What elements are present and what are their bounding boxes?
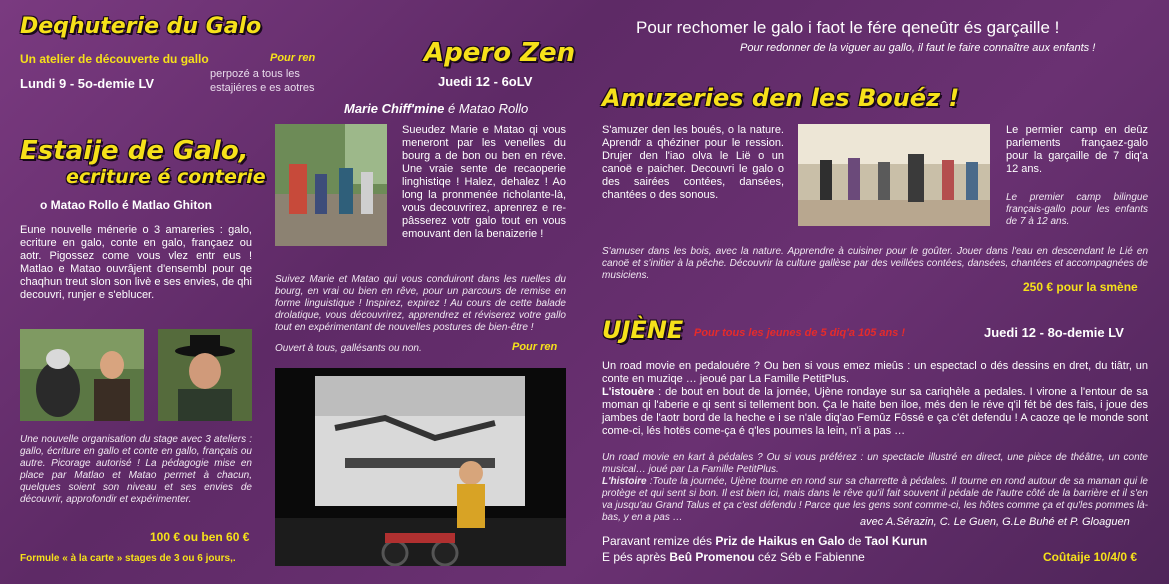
ujene-title: UJÈNE xyxy=(602,316,684,344)
ujene-body-label: L'istouère xyxy=(602,386,655,398)
estaije-formula: Formule « à la carte » stages de 3 ou 6 jours,. xyxy=(20,553,236,564)
estaije-title-1: Estaije de Galo, xyxy=(20,136,249,166)
ujene-body-intro: Un road movie en pedalouére ? Ou ben si vous emez mieûs : un espectacl o dés dessins en dret, du tiâtr, un conte en muziqe … jeoué par La Famille PetitPlus. xyxy=(602,360,1148,385)
ujene-fr-story: :Toute la journée, Ujène tourne en rond sur sa charrette à pédales. Il tourne en rond autour de sa maman qui le protège et qui sent si bon. Il est bien ici, mais dans le rêve qu'il fait souvent il pédale de l'autre côté de la barrière et il s'en va jusqu'au Grand Talus et ça c'est défendu ! Parce que les gens sont comme-ci, les hôtes comme ça et qu'les pommes là-bas, y en a pas … xyxy=(602,476,1148,523)
estaije-title-2: ecriture é conterie xyxy=(66,166,266,188)
ujene-credits-prefix: avec xyxy=(860,516,884,528)
estaije-authors: o Matao Rollo é Matlao Ghiton xyxy=(40,198,212,212)
ujene-footer-1 xyxy=(602,534,927,548)
right-header-2: Pour redonner de la viguer au gallo, il faut le faire connaître aux enfants ! xyxy=(740,42,1096,54)
amuzeries-side-text: Le permier camp en deûz parlements françaez-galo pour la garçaille de 7 diq'a 12 ans. xyxy=(1006,124,1148,175)
amuzeries-side-fr: Le premier camp bilingue français-gallo pour les enfants de 7 à 12 ans. xyxy=(1006,192,1148,227)
estaije-body: Eune nouvelle ménerie o 3 amareries : galo, ecriture en galo, conte en galo, françaez ou aotr. Pigossez come vous vlez entr eus ! Matlao e Matao ouvrâjent d'ensembl pour qe chaqhun treut slon son livè e ses envies, de qhi decouvri, runjer e s'eblucer. xyxy=(20,224,252,301)
apero-authors xyxy=(344,101,528,116)
amuzeries-body: S'amuzer den les boués, o la nature. Aprendr a qhéziner pour le ression. Drujer den l'iao olva le Lië o un canoë e paicher. Decouvri le galo o des sairées contées, dansées, chantées o des sonous. xyxy=(602,124,784,201)
footer2-c: céz Séb e Fabienne xyxy=(754,550,865,564)
footer1-d: Taol Kurun xyxy=(864,534,928,548)
amuzeries-fr-body: S'amuser dans les bois, avec la nature. Apprendre à cuisiner pour le goûter. Jouer dans l'eau en descendant le Lié en canoë et s'initier à la pêche. Découvrir la culture gallèse par des veillées contées, dansées, chantées et accompagnées de musiciens. xyxy=(602,246,1148,281)
estaije-price: 100 € ou ben 60 € xyxy=(150,530,250,544)
ujene-date: Juedi 12 - 8o-demie LV xyxy=(984,325,1124,340)
amuzeries-title: Amuzeries den les Bouéz ! xyxy=(602,84,960,112)
deqhuterie-subtitle: Un atelier de découverte du gallo xyxy=(20,52,209,66)
man-hat-photo xyxy=(158,329,252,421)
stage-photo xyxy=(275,368,566,566)
right-header-1: Pour rechomer le galo i faot le fére qeneûtr és garçaille ! xyxy=(636,18,1060,37)
footer1-a: Paravant remize dés xyxy=(602,534,716,548)
ujene-credits-names: A.Sérazin, C. Le Guen, G.Le Buhé et P. Gloaguen xyxy=(885,516,1130,528)
apero-date: Juedi 12 - 6oLV xyxy=(438,74,533,89)
apero-fr-note: Ouvert à tous, gallésants ou non. xyxy=(275,343,422,354)
deqhuterie-title: Deqhuterie du Galo xyxy=(20,14,262,39)
footer2-a: E pés après xyxy=(602,550,670,564)
deqhuterie-date: Lundi 9 - 5o-demie LV xyxy=(20,76,155,91)
ujene-credits xyxy=(860,516,1130,528)
ujene-cost: Coûtaije 10/4/0 € xyxy=(1043,550,1138,564)
footer2-b: Beû Promenou xyxy=(669,550,755,564)
estaije-fr-body: Une nouvelle organisation du stage avec 3 ateliers : gallo, écriture en gallo et conte en gallo, français ou autre. Picorage autorisé ! La pédagogie mise en place par Matlao et Matao permet à chacun, quelques soient son niveau et ses envies de découvrir, approfondir et expérimenter. xyxy=(20,434,252,505)
deqhuterie-note-1: perpozé a tous les xyxy=(210,68,300,80)
apero-title: Apero Zen xyxy=(424,38,576,68)
ujene-body xyxy=(602,360,1148,438)
ujene-fr-body xyxy=(602,452,1148,524)
dog-photo xyxy=(20,329,144,421)
apero-author-sep: é xyxy=(444,101,459,116)
apero-body: Sueudez Marie e Matao qi vous meneront par les venelles du bourg a de bon ou ben en réve. Une vraie sente de recaoperie linghistiqe ! Halez, dehalez ! Ao long la pronmenée richolante-là, vous decouvrirez, aprenrez e re-pâsserez votr galo tout en vous emouvant den la benaizerie ! xyxy=(402,124,566,240)
ujene-body-story: : de bout en bout de la jornée, Ujène rondaye sur sa cariqhèle a pedales. I virone a l'entour de sa moman qi l'aberie e qi sent si tellement bon. Ça le haite ben iloe, més den le réve q'il fét bé des fais, i joue des jambes de l'aotr bord de la heche e i se n'ale diq'ao Femûz Fôssé e ça c'ét defendu ! A caoze qe le monde sont come-ci, lés hotës come-ça é q'les poumes la lein, n'i a pas … xyxy=(602,386,1148,437)
apero-author-b: Matao Rollo xyxy=(458,101,529,116)
apero-fr-body: Suivez Marie et Matao qui vous conduiront dans les ruelles du bourg, en vrai ou bien en rêve, pour un parcours de remise en forme linguistique ! Inspirez, expirez ! Au cours de cette balade drolatique, vous découvrirez, apprendrez et réviserez votre gallo tout en expérimentant de nouvelles postures de bien-être ! xyxy=(275,274,566,333)
ujene-fr-label: L'histoire xyxy=(602,476,647,487)
camp-photo xyxy=(798,124,990,226)
amuzeries-price: 250 € pour la smène xyxy=(1023,280,1138,294)
ujene-footer-2 xyxy=(602,550,865,564)
deqhuterie-pour-ren: Pour ren xyxy=(270,52,316,64)
apero-author-a: Marie Chiff'mine xyxy=(344,101,445,116)
apero-pour-ren: Pour ren xyxy=(512,341,558,353)
ujene-fr-intro: Un road movie en kart à pédales ? Ou si vous préférez : un spectacle illustré en direct, une pièce de théâtre, un conte musical… joué par La Famille PetitPlus. xyxy=(602,452,1148,475)
deqhuterie-note-2: estajiéres e es aotres xyxy=(210,82,315,94)
footer1-c: de xyxy=(844,534,865,548)
footer1-b: Priz de Haikus en Galo xyxy=(715,534,845,548)
ujene-tagline: Pour tous les jeunes de 5 diq'a 105 ans ! xyxy=(694,327,906,339)
walk-photo xyxy=(275,124,387,246)
